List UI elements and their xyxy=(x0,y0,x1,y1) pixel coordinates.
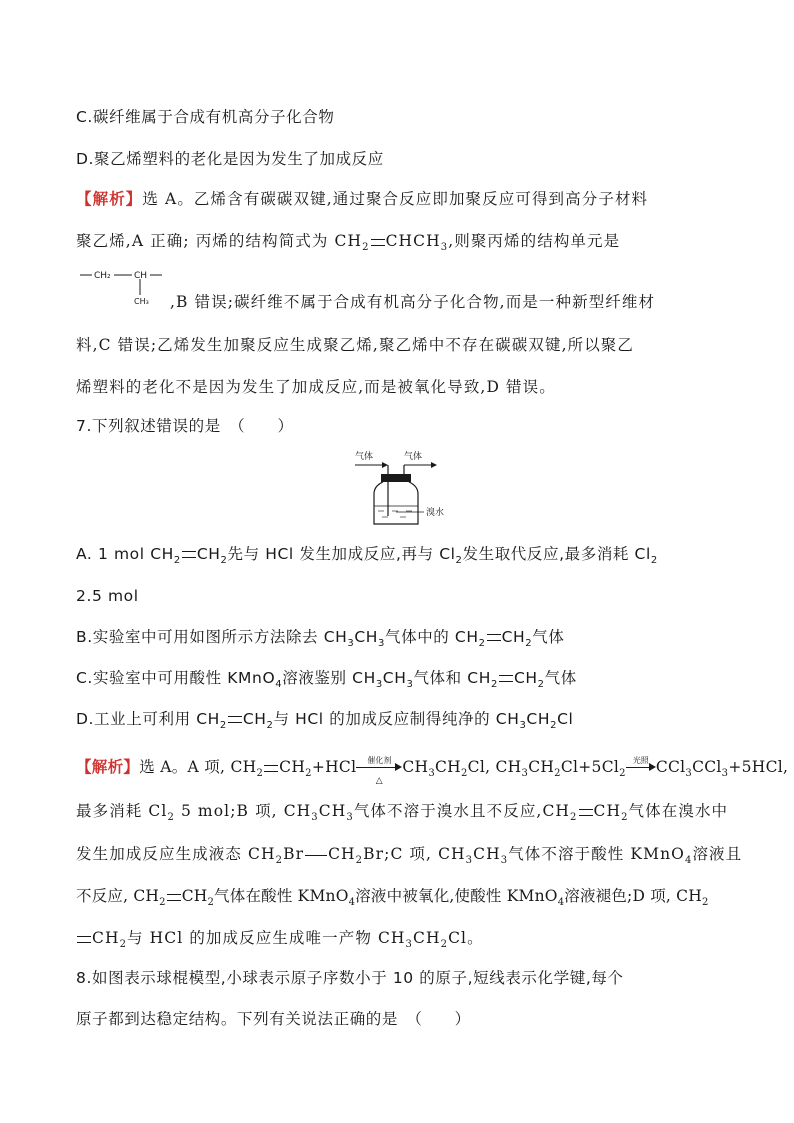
q6-analysis-line-2: 聚乙烯,A 正确; 丙烯的结构简式为 $CH_2$ $CHCH_3$,则聚丙烯的结构单元是 xyxy=(76,232,621,254)
q7-option-b: B.实验室中可用如图所示方法除去 $CH_3CH_3$气体中的 $CH_2$ $CH_2$气体 xyxy=(76,628,565,650)
analysis-tag: 【解析】 xyxy=(76,189,143,208)
q7-analysis-line-3: 发生加成反应生成液态 $CH_2Br$ $CH_2Br;C$ 项, $CH_3CH_3$气体不溶于酸性 KMnO$_4$溶液且 xyxy=(76,845,743,867)
q6-analysis-line-3: ,B 错误;碳纤维不属于合成有机高分子化合物,而是一种新型纤维材 xyxy=(170,293,656,311)
polypropylene-repeat-unit xyxy=(78,267,168,307)
q7-stem: 7.下列叙述错误的是 （ ） xyxy=(76,417,294,435)
q6-analysis-line-5: 烯塑料的老化不是因为发生了加成反应,而是被氧化导致,D 错误。 xyxy=(76,378,556,396)
q6-analysis-line-4: 料,C 错误;乙烯发生加聚反应生成聚乙烯,聚乙烯中不存在碳碳双键,所以聚乙 xyxy=(76,336,634,354)
q7-analysis-line-5: $CH_2$与 HCl 的加成反应生成唯一产物 $CH_3CH_2Cl$。 xyxy=(76,927,484,949)
q7-option-c: C.实验室中可用酸性 KMnO$_4$溶液鉴别 $CH_3CH_3$气体和 $CH_2$ $CH_2$气体 xyxy=(76,669,577,691)
q7-analysis-line-4: 不反应, $CH_2$ $CH_2$气体在酸性 KMnO$_4$溶液中被氧化,使酸性 KMnO$_4$溶液褪色;D 项, $CH_2$ xyxy=(76,887,709,909)
unit-ch2-text: CH₂ xyxy=(94,271,111,281)
q8-stem-line-2: 原子都到达稳定结构。下列有关说法正确的是 （ ） xyxy=(76,1010,471,1028)
light-arrow: 光照 xyxy=(626,761,656,775)
catalyst-heat-arrow: 催化剂 △ xyxy=(356,761,402,775)
double-bond xyxy=(371,239,385,246)
gas-in-label: 气体 xyxy=(355,452,374,462)
bromine-water-label: 溴水 xyxy=(426,508,445,518)
gas-washing-bottle-figure xyxy=(352,450,452,530)
q6-option-c: C.碳纤维属于合成有机高分子化合物 xyxy=(76,108,335,126)
q7-analysis-line-2: 最多消耗 $Cl_2$ 5 mol;B 项, $CH_3CH_3$气体不溶于溴水且不反应$,CH_2$ $CH_2$气体在溴水中 xyxy=(76,802,729,824)
q7-option-a-line-2: 2.5 mol xyxy=(76,587,139,605)
unit-ch3-text: CH₃ xyxy=(134,297,149,306)
q6-analysis-line-1: 【解析】选 A。乙烯含有碳碳双键,通过聚合反应即加聚反应可得到高分子材料 xyxy=(76,189,649,208)
q8-stem-line-1: 8.如图表示球棍模型,小球表示原子序数小于 10 的原子,短线表示化学键,每个 xyxy=(76,969,624,987)
q7-option-a-line-1: A. 1 mol $CH_2$ $CH_2$先与 HCl 发生加成反应,再与 $Cl_2$发生取代反应,最多消耗 $Cl_2$ xyxy=(76,545,658,567)
q7-analysis-line-1: 【解析】选 A。A 项, $CH_2$ $CH_2+HCl$ 催化剂 △ $CH_3CH_2Cl$, $CH_3CH_2Cl+5Cl_2$ 光照 CCl$_3$CCl$_3$+5HCl, xyxy=(76,756,789,786)
gas-out-label: 气体 xyxy=(404,452,423,462)
unit-ch-text: CH xyxy=(134,271,148,281)
q6-option-d: D.聚乙烯塑料的老化是因为发生了加成反应 xyxy=(76,150,384,168)
q7-option-d: D.工业上可利用 $CH_2$ $CH_2$与 HCl 的加成反应制得纯净的 $CH_3CH_2Cl$ xyxy=(76,710,574,732)
